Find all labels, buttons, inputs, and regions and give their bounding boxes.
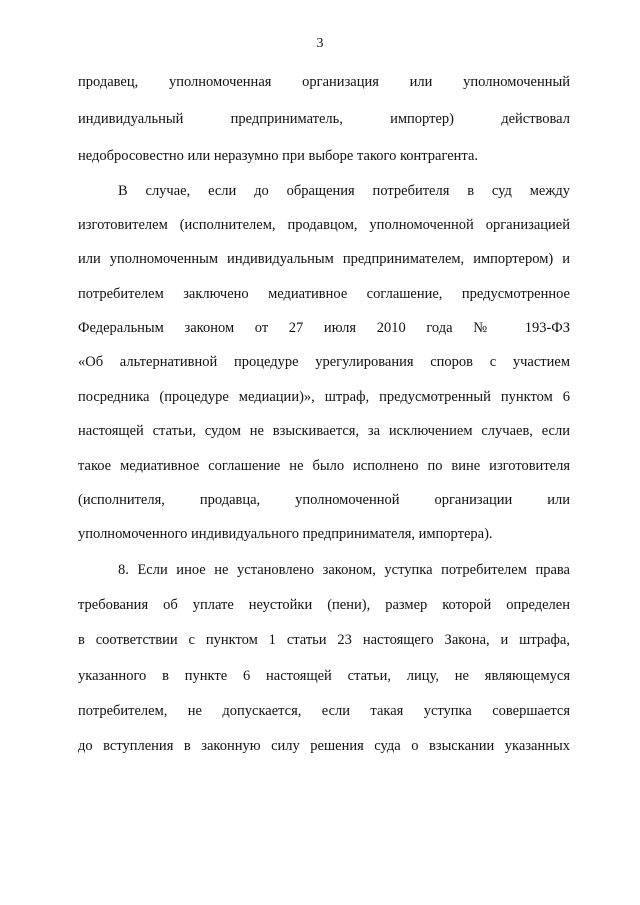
text-line: потребителем, не допускается, если такая уступка совершается	[78, 703, 570, 719]
text-line: посредника (процедуре медиации)», штраф, предусмотренный пунктом 6	[78, 389, 570, 405]
text-line: 8. Если иное не установлено законом, уступка потребителем права	[118, 562, 570, 578]
text-line: или уполномоченным индивидуальным предпринимателем, импортером) и	[78, 251, 570, 267]
text-line: недобросовестно или неразумно при выборе такого контрагента.	[78, 148, 479, 164]
text-line: до вступления в законную силу решения суда о взыскании указанных	[78, 738, 570, 754]
text-line: требования об уплате неустойки (пени), размер которой определен	[78, 597, 570, 613]
text-line: В случае, если до обращения потребителя в суд между	[118, 183, 570, 199]
text-line: уполномоченного индивидуального предпринимателя, импортера).	[78, 526, 493, 542]
text-line: (исполнителя, продавца, уполномоченной организации или	[78, 492, 570, 508]
text-line: указанного в пункте 6 настоящей статьи, лицу, не являющемуся	[78, 668, 570, 684]
text-line: продавец, уполномоченная организация или уполномоченный	[78, 74, 570, 90]
text-line: потребителем заключено медиативное соглашение, предусмотренное	[78, 286, 570, 302]
text-line: настоящей статьи, судом не взыскивается, за исключением случаев, если	[78, 423, 570, 439]
page-number: 3	[316, 36, 324, 51]
text-line: изготовителем (исполнителем, продавцом, уполномоченной организацией	[78, 217, 570, 233]
text-line: индивидуальный предприниматель, импортер) действовал	[78, 111, 570, 127]
text-line: «Об альтернативной процедуре урегулирования споров с участием	[78, 354, 570, 370]
text-line: Федеральным законом от 27 июля 2010 года № 193-ФЗ	[78, 320, 570, 336]
text-line: в соответствии с пунктом 1 статьи 23 настоящего Закона, и штрафа,	[78, 632, 570, 648]
text-line: такое медиативное соглашение не было исполнено по вине изготовителя	[78, 458, 570, 474]
